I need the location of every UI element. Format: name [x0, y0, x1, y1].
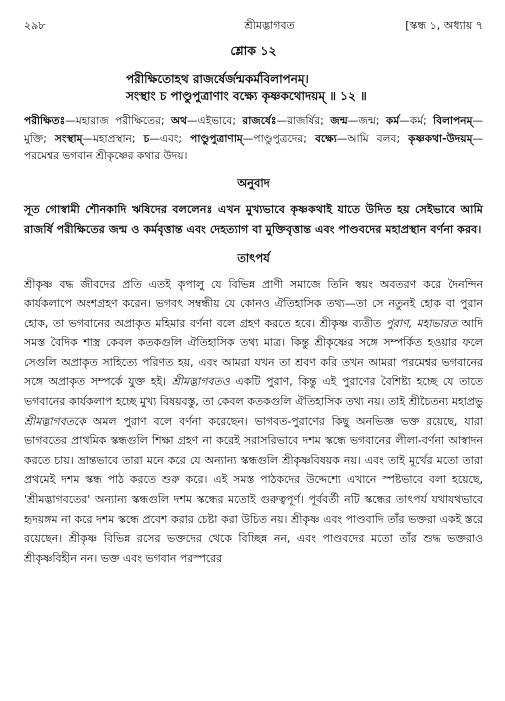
- verse-line-1: পরীক্ষিতোহথ রাজর্ষের্জন্মকর্মবিলাপনম্।: [126, 72, 309, 86]
- page-header: [24, 0, 483, 31]
- word-meanings: পরীক্ষিতঃ—মহারাজ পরীক্ষিতের; অথ—এইভাবে; রাজর্ষেঃ—রাজর্ষির; জন্ম—জন্ম; কর্ম—কর্ম; বিলাপনম্—মুক্তি; সংস্থাম্—মহাপ্রস্থান; চ—এবং; পাণ্ডুপুত্রাণাম্—পাণ্ডুপুত্রদের; বক্ষ্যে—আমি বলব; কৃষ্ণকথা-উদয়ম্—পরমেশ্বর ভগবান শ্রীকৃষ্ণের কথার উদয়।: [24, 115, 484, 162]
- verse-heading: শ্লোক ১২: [230, 43, 277, 58]
- purport-segment: একটি পুরাণ, কিন্তু এই পুরাণের বৈশিষ্ট্য হচ্ছে যে তাতে ভগবানের কার্যকলাপ হচ্ছে মুখ্য বিষয়বস্তু, তা কেবল কতকগুলি ঐতিহাসিক তথ্য নয়। তাই শ্রীচৈতন্য মহাপ্রভু: [24, 375, 483, 409]
- syn-meaning: মুক্তি: [24, 132, 44, 145]
- purport-segment: অমল পুরাণ বলে বর্ণনা করেছেন। ভাগবত-পুরাণের কিছু অনভিজ্ঞ ভক্ত রয়েছে, যারা ভাগবতের প্রাথমিক স্কন্ধগুলি শিক্ষা গ্রহণ না করেই সরাসরিভাবে দশম স্কন্ধে ভগবানের লীলা-বর্ণনা আস্বাদন করতে চায়। ভ্রান্তভাবে তারা মনে করে যে অন্যান্য স্কন্ধগুলি শ্রীকৃষ্ণবিষয়ক নয়। এবং তাই মূর্খের মতো তারা প্রথমেই দশম স্কন্ধ পাঠ করতে শুরু করে। এই সমস্ত পাঠকদের উদ্দেশ্যে এখানে স্পষ্টভাবে বলা হয়েছে, 'শ্রীমদ্ভাগবতের' অন্যান্য স্কন্ধগুলি দশম স্কন্ধের মতোই গুরুত্বপূর্ণ। পূর্ববর্তী নটি স্কন্ধের তাৎপর্য যথাযথভাবে হৃদয়ঙ্গম না করে দশম স্কন্ধে প্রবেশ করার চেষ্টা করা উচিত নয়। শ্রীকৃষ্ণ এবং পাণ্ডবাদি তাঁর ভক্তরা একই স্তরে রয়েছেন। শ্রীকৃষ্ণ বিভিন্ন রসের ভক্তদের থেকে বিচ্ছিন্ন নন, এবং পাণ্ডবদের মতো তাঁর শুদ্ধ ভক্তরাও শ্রীকৃষ্ণবিহীন নন। ভক্ত এবং ভগবান পরস্পরের: [24, 414, 483, 565]
- purport-segment: শ্রীকৃষ্ণ বদ্ধ জীবদের প্রতি এতই কৃপালু যে বিভিন্ন প্রাণী সমাজে তিনি স্বয়ং অবতরণ করে দৈনন্দিন কার্যকলাপে অংশগ্রহণ করেন। ভগবৎ সম্বন্ধীয় যে কোনও ঐতিহাসিক তথ্য—তা সে নতুনই হোক বা পুরান হোক, তা ভগবানের অপ্রাকৃত মহিমার বর্ণনা বলে গ্রহণ করতে হবে। শ্রীকৃষ্ণ ব্যতীত: [24, 277, 483, 330]
- purport-emphasis: শ্রীমদ্ভাগবতকে: [24, 414, 86, 428]
- syn-word: অথ: [171, 115, 188, 127]
- syn-word: চ: [143, 132, 150, 145]
- purport-text: [24, 275, 483, 569]
- syn-meaning: রাজর্ষির: [287, 115, 321, 127]
- syn-meaning: মহারাজ পরীক্ষিতের: [75, 115, 161, 127]
- syn-word: কর্ম: [385, 115, 400, 127]
- section-label: [স্কন্ধ ১, অধ্যায় ৭: [405, 19, 483, 32]
- syn-meaning: এইভাবে: [197, 115, 233, 127]
- syn-meaning: মহাপ্রস্থান: [93, 132, 132, 145]
- purport-title: তাৎপর্য: [237, 250, 270, 265]
- syn-meaning: পাণ্ডুপুত্রদের: [253, 132, 304, 145]
- syn-word: বক্ষ্যে: [314, 132, 337, 145]
- syn-meaning: এবং: [159, 132, 179, 145]
- syn-meaning: পরমেশ্বর ভগবান শ্রীকৃষ্ণের কথার উদয়।: [24, 150, 188, 162]
- book-title: শ্রীমদ্ভাগবত: [244, 19, 295, 32]
- purport-emphasis: পুরাণ, মহাভারত: [385, 316, 457, 330]
- syn-word: সংস্থাম্: [54, 132, 83, 145]
- purport-emphasis: শ্রীমদ্ভাগবতও: [171, 375, 230, 389]
- verse-line-2: সংস্থাং চ পাণ্ডুপুত্রাণাং বক্ষ্যে কৃষ্ণকথোদয়ম্ ॥ ১২ ॥: [126, 89, 367, 103]
- syn-word: বিলাপনম্: [433, 115, 473, 127]
- syn-word: পাণ্ডুপুত্রাণাম্: [190, 132, 243, 145]
- syn-word: জন্ম: [330, 115, 348, 127]
- page-number: ২৯৮: [24, 19, 46, 32]
- syn-meaning: কর্ম: [409, 115, 424, 127]
- translation-text: সূত গোস্বামী শৌনকাদি ঋষিদের বললেনঃ এখন মুখ্যভাবে কৃষ্ণকথাই যাতে উদিত হয় সেইভাবে আমি রাজর্ষি পরীক্ষিতের জন্ম ও কর্মবৃত্তান্ত এবং দেহত্যাগ বা মুক্তিবৃত্তান্ত এবং পাণ্ডবদের মহাপ্রস্থান বর্ণনা করব।: [24, 202, 483, 236]
- purport-segment: আদি সমস্ত বৈদিক শাস্ত্র কেবল কতকগুলি ঐতিহাসিক তথ্য মাত্র। কিন্তু শ্রীকৃষ্ণের সঙ্গে সম্পর্কিত হওয়ার ফলে সেগুলি অপ্রাকৃত সাহিত্যে পরিণত হয়, এবং আমরা যখন তা শ্রবণ করি তখন আমরা পরমেশ্বর ভগবানের সঙ্গে অপ্রাকৃত সম্পর্কে যুক্ত হই।: [24, 316, 483, 389]
- syn-word: রাজর্ষেঃ: [242, 115, 277, 127]
- syn-meaning: জন্ম: [358, 115, 376, 127]
- syn-word: কৃষ্ণকথা-উদয়ম্: [408, 132, 473, 145]
- syn-meaning: আমি বলব: [347, 132, 397, 145]
- syn-word: পরীক্ষিতঃ: [24, 115, 66, 127]
- translation-title: অনুবাদ: [237, 175, 270, 190]
- verse-text: [24, 71, 483, 105]
